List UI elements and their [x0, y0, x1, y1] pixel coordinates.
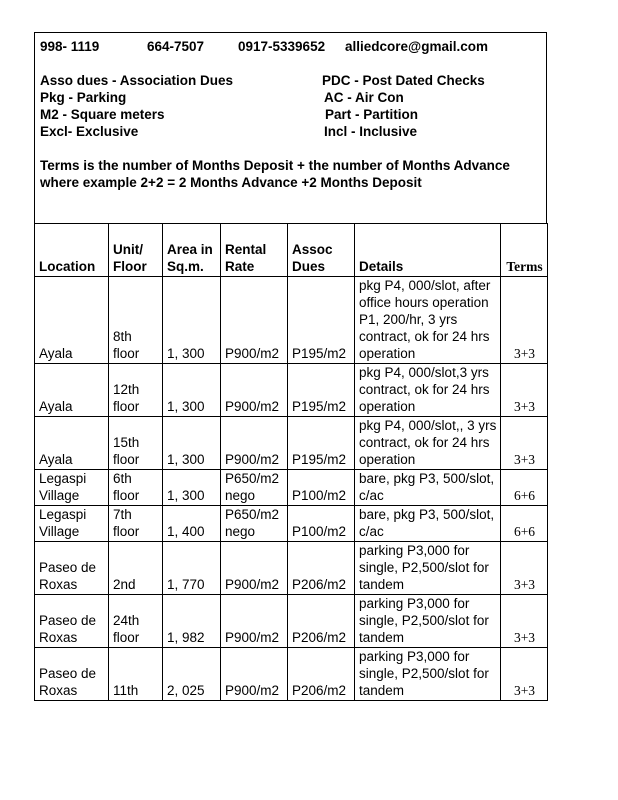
- email-address: alliedcore@gmail.com: [345, 39, 488, 54]
- row-terms: 6+6: [501, 506, 548, 542]
- row-details: bare, pkg P3, 500/slot, c/ac: [355, 470, 501, 506]
- row-location: Ayala: [35, 277, 109, 364]
- row-terms: 3+3: [501, 277, 548, 364]
- row-area: 1, 300: [163, 470, 221, 506]
- row-assoc-dues: P195/m2: [288, 277, 355, 364]
- row-terms: 6+6: [501, 470, 548, 506]
- header-details: Details: [355, 224, 501, 277]
- row-assoc-dues: P206/m2: [288, 542, 355, 595]
- row-location: Ayala: [35, 364, 109, 417]
- table-row: [35, 417, 548, 470]
- row-area: 2, 025: [163, 648, 221, 701]
- table-row: [35, 595, 548, 648]
- row-unit-floor: 2nd: [109, 542, 163, 595]
- header-assoc-dues: Assoc Dues: [288, 224, 355, 277]
- row-terms: 3+3: [501, 595, 548, 648]
- legend-right-2: AC - Air Con: [324, 90, 404, 105]
- table-row: [35, 364, 548, 417]
- row-rental-rate: P650/m2 nego: [221, 506, 288, 542]
- row-location: Legaspi Village: [35, 506, 109, 542]
- row-unit-floor: 12th floor: [109, 364, 163, 417]
- row-location: Paseo de Roxas: [35, 648, 109, 701]
- row-details: pkg P4, 000/slot,, 3 yrs contract, ok for 24 hrs operation: [355, 417, 501, 470]
- row-location: Ayala: [35, 417, 109, 470]
- row-area: 1, 770: [163, 542, 221, 595]
- row-details: parking P3,000 for single, P2,500/slot for tandem: [355, 648, 501, 701]
- row-rental-rate: P900/m2: [221, 595, 288, 648]
- row-details: parking P3,000 for single, P2,500/slot for tandem: [355, 595, 501, 648]
- header-rental-rate: Rental Rate: [221, 224, 288, 277]
- table-row: [35, 277, 548, 364]
- row-assoc-dues: P195/m2: [288, 417, 355, 470]
- row-rental-rate: P900/m2: [221, 417, 288, 470]
- row-assoc-dues: P206/m2: [288, 648, 355, 701]
- row-details: pkg P4, 000/slot, after office hours operation P1, 200/hr, 3 yrs contract, ok for 24 hrs operation: [355, 277, 501, 364]
- phone-number-2: 664-7507: [147, 39, 205, 54]
- row-rental-rate: P900/m2: [221, 648, 288, 701]
- row-location: Paseo de Roxas: [35, 542, 109, 595]
- legend-right-1: PDC - Post Dated Checks: [322, 73, 485, 88]
- table-row: [35, 648, 548, 701]
- row-terms: 3+3: [501, 364, 548, 417]
- table-header-row: [35, 224, 548, 277]
- table-row: [35, 542, 548, 595]
- row-rental-rate: P900/m2: [221, 277, 288, 364]
- legend-left-4: Excl- Exclusive: [40, 124, 139, 139]
- row-terms: 3+3: [501, 648, 548, 701]
- row-area: 1, 300: [163, 277, 221, 364]
- row-details: parking P3,000 for single, P2,500/slot for tandem: [355, 542, 501, 595]
- legend-left-2: Pkg - Parking: [40, 90, 127, 105]
- row-unit-floor: 7th floor: [109, 506, 163, 542]
- row-assoc-dues: P195/m2: [288, 364, 355, 417]
- row-area: 1, 300: [163, 417, 221, 470]
- row-location: Legaspi Village: [35, 470, 109, 506]
- row-unit-floor: 8th floor: [109, 277, 163, 364]
- terms-note: Terms is the number of Months Deposit + the number of Months Advance where example 2+2 = 2 Months Advance +2 Months Deposit: [40, 158, 510, 190]
- header-location: Location: [35, 224, 109, 277]
- phone-number-1: 998- 1119: [40, 39, 100, 54]
- table-row: [35, 470, 548, 506]
- listing-table: [34, 223, 548, 701]
- row-unit-floor: 15th floor: [109, 417, 163, 470]
- legend-right-4: Incl - Inclusive: [324, 124, 418, 139]
- row-terms: 3+3: [501, 417, 548, 470]
- row-area: 1, 400: [163, 506, 221, 542]
- row-assoc-dues: P100/m2: [288, 506, 355, 542]
- row-unit-floor: 11th: [109, 648, 163, 701]
- header-terms: Terms: [501, 224, 548, 277]
- row-unit-floor: 6th floor: [109, 470, 163, 506]
- row-area: 1, 300: [163, 364, 221, 417]
- row-rental-rate: P900/m2: [221, 364, 288, 417]
- header-area: Area in Sq.m.: [163, 224, 221, 277]
- row-unit-floor: 24th floor: [109, 595, 163, 648]
- row-rental-rate: P900/m2: [221, 542, 288, 595]
- row-assoc-dues: P206/m2: [288, 595, 355, 648]
- row-details: bare, pkg P3, 500/slot, c/ac: [355, 506, 501, 542]
- row-terms: 3+3: [501, 542, 548, 595]
- legend-left-3: M2 - Square meters: [40, 107, 165, 122]
- legend-right-3: Part - Partition: [325, 107, 419, 122]
- row-rental-rate: P650/m2 nego: [221, 470, 288, 506]
- row-details: pkg P4, 000/slot,3 yrs contract, ok for 24 hrs operation: [355, 364, 501, 417]
- table-body: [35, 277, 548, 701]
- row-location: Paseo de Roxas: [35, 595, 109, 648]
- legend-left-1: Asso dues - Association Dues: [40, 73, 234, 88]
- mobile-number: 0917-5339652: [238, 39, 326, 54]
- row-assoc-dues: P100/m2: [288, 470, 355, 506]
- header-unit-floor: Unit/ Floor: [109, 224, 163, 277]
- table-row: [35, 506, 548, 542]
- row-area: 1, 982: [163, 595, 221, 648]
